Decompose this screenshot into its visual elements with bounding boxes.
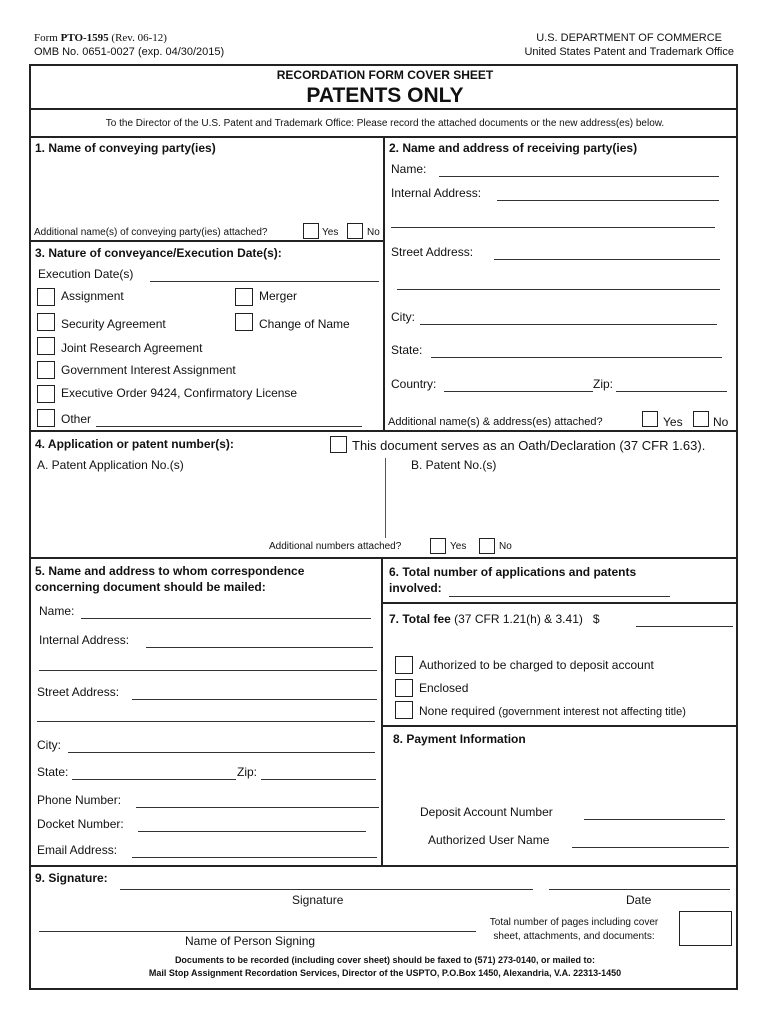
authorized-label: Authorized to be charged to deposit account (419, 658, 654, 672)
signature-field[interactable] (120, 889, 533, 890)
sec2-state-label: State: (391, 343, 423, 357)
sec2-no-label: No (713, 415, 729, 429)
sec7-heading: 7. Total fee (389, 612, 451, 626)
change-name-label: Change of Name (259, 317, 350, 331)
none-required-row (419, 704, 686, 718)
sec1-no-label: No (367, 227, 380, 238)
sec5-internal-label: Internal Address: (39, 633, 130, 647)
executive-order-label: Executive Order 9424, Confirmatory License (61, 386, 298, 400)
patent-no-label: B. Patent No.(s) (411, 458, 497, 472)
office-name: United States Patent and Trademark Office (524, 46, 734, 58)
date-field[interactable] (549, 889, 730, 890)
assignment-checkbox[interactable] (37, 288, 55, 306)
sec2-street-field[interactable] (494, 259, 720, 260)
assignment-label: Assignment (61, 289, 124, 303)
none-required-label: None required (419, 704, 496, 718)
government-label: Government Interest Assignment (61, 363, 236, 377)
sec2-no-checkbox[interactable] (693, 411, 709, 427)
sec2-city-field[interactable] (420, 324, 717, 325)
sec2-additional-label: Additional name(s) & address(es) attached? (388, 416, 603, 428)
oath-label: This document serves as an Oath/Declaration (37 CFR 1.63). (352, 438, 706, 453)
form-prefix: Form (34, 32, 58, 44)
sec8-heading: 8. Payment Information (393, 732, 526, 746)
government-checkbox[interactable] (37, 361, 55, 379)
deposit-account-field[interactable] (584, 819, 725, 820)
sec5-email-label: Email Address: (37, 843, 118, 857)
sec6-total-field[interactable] (449, 596, 670, 597)
instruction-text: To the Director of the U.S. Patent and Trademark Office: Please record the attached documents or the new address(es) below. (105, 118, 665, 129)
sec6-heading-line1: 6. Total number of applications and patents (389, 565, 637, 579)
sec5-heading-line2: concerning document should be mailed: (35, 580, 266, 594)
oath-checkbox[interactable] (330, 436, 347, 453)
sec1-divider (29, 240, 383, 242)
sec2-internal-label: Internal Address: (391, 186, 482, 200)
deposit-account-label: Deposit Account Number (420, 805, 553, 819)
security-label: Security Agreement (61, 317, 166, 331)
form-revision: (Rev. 06-12) (111, 32, 167, 44)
sec2-name-field[interactable] (439, 176, 719, 177)
sec5-name-label: Name: (39, 604, 75, 618)
sec6-divider (381, 602, 736, 604)
sec1-yes-checkbox[interactable] (303, 223, 319, 239)
merger-label: Merger (259, 289, 298, 303)
sec5-heading-line1: 5. Name and address to whom correspondence (35, 564, 305, 578)
footer-line2: Mail Stop Assignment Recordation Services, Director of the USPTO, P.O.Box 1450, Alexandria, V.A. 22313-1450 (148, 968, 622, 978)
column-divider-top (383, 136, 385, 430)
date-label: Date (626, 893, 652, 907)
other-checkbox[interactable] (37, 409, 55, 427)
sec1-yes-label: Yes (322, 227, 339, 238)
change-name-checkbox[interactable] (235, 313, 253, 331)
sec2-city-label: City: (391, 310, 415, 324)
sec4-no-checkbox[interactable] (479, 538, 495, 554)
title-divider (29, 108, 736, 110)
sec3-divider (29, 430, 736, 432)
form-id (34, 31, 167, 45)
sec5-email-field[interactable] (132, 857, 377, 858)
sec5-city-label: City: (37, 738, 61, 752)
authorized-user-label: Authorized User Name (428, 833, 550, 847)
joint-research-label: Joint Research Agreement (61, 341, 203, 355)
sec7-dollar: $ (592, 612, 600, 626)
sec3-exec-date-field[interactable] (150, 281, 379, 282)
total-pages-label (474, 916, 674, 944)
sec5-internal-field-2[interactable] (39, 670, 377, 671)
form-number: PTO-1595 (60, 32, 109, 44)
sec7-cfr: (37 CFR 1.21(h) & 3.41) (454, 612, 583, 626)
sec1-additional-label: Additional name(s) of conveying party(ies) attached? (34, 227, 268, 238)
sec5-city-field[interactable] (68, 752, 375, 753)
sec3-heading: 3. Nature of conveyance/Execution Date(s): (35, 246, 282, 260)
department-name: U.S. DEPARTMENT OF COMMERCE (536, 32, 722, 44)
sec5-docket-label: Docket Number: (37, 817, 124, 831)
sec4-yes-label: Yes (450, 541, 467, 552)
sec2-yes-checkbox[interactable] (642, 411, 658, 427)
executive-order-checkbox[interactable] (37, 385, 55, 403)
authorized-checkbox[interactable] (395, 656, 413, 674)
sec5-name-field[interactable] (81, 618, 371, 619)
sec5-phone-field[interactable] (136, 807, 379, 808)
sec5-state-field[interactable] (72, 779, 236, 780)
total-pages-line2: sheet, attachments, and documents: (493, 931, 655, 942)
joint-research-checkbox[interactable] (37, 337, 55, 355)
sec5-state-label: State: (37, 765, 69, 779)
sec9-heading: 9. Signature: (35, 871, 108, 885)
other-label: Other (61, 412, 92, 426)
total-pages-field[interactable] (679, 911, 732, 946)
cover-sheet-title: RECORDATION FORM COVER SHEET (276, 68, 494, 82)
sec2-zip-field[interactable] (616, 391, 727, 392)
sec8-divider (29, 865, 736, 867)
sec2-internal-field[interactable] (497, 200, 719, 201)
enclosed-label: Enclosed (419, 681, 469, 695)
enclosed-checkbox[interactable] (395, 679, 413, 697)
sec5-zip-field[interactable] (261, 779, 376, 780)
sec4-yes-checkbox[interactable] (430, 538, 446, 554)
sec5-street-field[interactable] (132, 699, 377, 700)
sec2-internal-field-2[interactable] (391, 227, 715, 228)
sec4-divider-vertical (385, 458, 386, 538)
none-required-checkbox[interactable] (395, 701, 413, 719)
sec2-street-field-2[interactable] (397, 289, 720, 290)
other-field[interactable] (96, 426, 362, 427)
footer-line1: Documents to be recorded (including cover sheet) should be faxed to (571) 273-0140, or mailed to: (174, 955, 596, 965)
omb-number: OMB No. 0651-0027 (exp. 04/30/2015) (34, 46, 225, 58)
sec1-heading: 1. Name of conveying party(ies) (35, 141, 216, 155)
merger-checkbox[interactable] (235, 288, 253, 306)
sec1-no-checkbox[interactable] (347, 223, 363, 239)
sec2-zip-label: Zip: (593, 377, 614, 391)
sec7-fee-field[interactable] (636, 626, 733, 627)
sec5-zip-label: Zip: (237, 765, 258, 779)
sec7-heading-row (389, 612, 600, 626)
sec5-phone-label: Phone Number: (37, 793, 122, 807)
sec3-exec-date-label: Execution Date(s) (38, 267, 134, 281)
sec7-divider (381, 725, 736, 727)
patents-only-title: PATENTS ONLY (306, 84, 464, 107)
sec4-no-label: No (499, 541, 512, 552)
sec5-docket-field[interactable] (138, 831, 366, 832)
sec5-street-label: Street Address: (37, 685, 120, 699)
sec2-heading: 2. Name and address of receiving party(ies) (389, 141, 638, 155)
sec2-street-label: Street Address: (391, 245, 474, 259)
sec5-internal-field[interactable] (146, 647, 373, 648)
authorized-user-field[interactable] (572, 847, 729, 848)
sec2-country-label: Country: (391, 377, 437, 391)
none-required-note: (government interest not affecting title) (498, 706, 686, 718)
sec4-heading: 4. Application or patent number(s): (35, 437, 234, 451)
sec2-yes-label: Yes (663, 415, 683, 429)
sec2-state-field[interactable] (431, 357, 722, 358)
total-pages-line1: Total number of pages including cover (489, 917, 659, 928)
sec4-additional-label: Additional numbers attached? (269, 541, 402, 552)
sec2-country-field[interactable] (444, 391, 593, 392)
person-signing-label: Name of Person Signing (185, 934, 316, 948)
sec6-heading-line2: involved: (389, 581, 442, 595)
signature-label: Signature (292, 893, 344, 907)
sec2-name-label: Name: (391, 162, 427, 176)
sec5-street-field-2[interactable] (37, 721, 375, 722)
person-signing-field[interactable] (39, 931, 476, 932)
app-no-label: A. Patent Application No.(s) (37, 458, 184, 472)
security-checkbox[interactable] (37, 313, 55, 331)
